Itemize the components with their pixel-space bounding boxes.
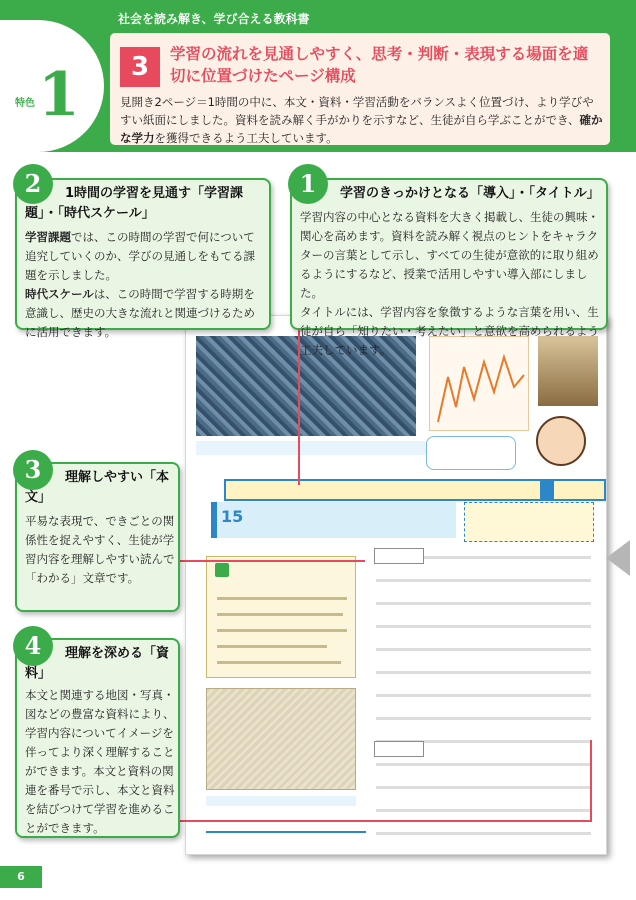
- callout-number: 3: [13, 450, 53, 490]
- textbook-lesson-title: [211, 502, 456, 538]
- callout-term: 学習課題: [25, 230, 71, 244]
- callout-title: 理解しやすい「本文」: [25, 470, 170, 505]
- callout-number: 1: [288, 164, 328, 204]
- textbook-speech-bubble: [426, 436, 516, 470]
- intro-body: [120, 93, 604, 147]
- callout-text: 学習内容の中心となる資料を大きく掲載し、生徒の興味・関心を高めます。資料を読み解く視点のヒントをキャラクターの言葉として示し、すべての生徒が意欲的に取り組めるようにするなど、授業で活用しやすい導入部にしました。: [300, 210, 599, 300]
- textbook-sidehead: [374, 741, 424, 757]
- textbook-body-text: [376, 546, 591, 836]
- connector-line: [180, 820, 590, 822]
- callout-text: は、この時間で学習する時期を意識し、歴史の大きな流れと関連づけるために活用できます。: [25, 287, 255, 339]
- intro-body-bold: 確かな学力: [120, 113, 603, 145]
- callout-number: 4: [13, 626, 53, 666]
- textbook-farmer-sketch: [206, 688, 356, 790]
- point-number: 3: [120, 47, 160, 87]
- feature-badge: [0, 20, 104, 152]
- callout-text: タイトルには、学習内容を象徴するような言葉を用い、生徒が自ら「知りたい・考えたい」と意欲を高められるよう工夫しています。: [300, 305, 599, 357]
- textbook-footer: [206, 831, 366, 843]
- connector-line: [590, 740, 592, 822]
- page-turn-arrow-icon: [606, 540, 630, 576]
- callout-introduction: [290, 169, 608, 357]
- textbook-learning-task: [464, 502, 594, 542]
- callout-body-text: [15, 455, 180, 612]
- feature-number: 1: [38, 60, 80, 130]
- page-header: [0, 0, 636, 152]
- callout-resources: [15, 631, 180, 838]
- callout-number: 2: [13, 164, 53, 204]
- textbook-time-scale: [224, 479, 606, 501]
- callout-text: では、この時間の学習で何について追究していくのか、学びの見通しをもてる課題を示しました。: [25, 230, 255, 282]
- callout-body: 本文と関連する地図・写真・図などの豊富な資料により、学習内容についてイメージを伴ってより深く理解することができます。本文と資料の関連を番号で示し、本文と資料を結びつけて学習を進めることができます。: [25, 688, 175, 835]
- document-line: [217, 645, 327, 648]
- feature-label: 特色: [15, 98, 35, 109]
- textbook-sidehead: [374, 548, 424, 564]
- callout-term: 時代スケール: [25, 287, 94, 301]
- callout-title: 学習のきっかけとなる「導入」・「タイトル」: [340, 186, 600, 201]
- textbook-character: [536, 416, 586, 466]
- callout-body: 平易な表現で、できごとの関係性を捉えやすく、生徒が学習内容を理解しやすい読んで「わかる」文章です。: [25, 514, 175, 585]
- callout-title: 理解を深める「資料」: [25, 646, 170, 681]
- textbook-page-image: [185, 315, 607, 855]
- textbook-sketch-caption: [206, 796, 356, 806]
- lesson-number: 15: [221, 507, 244, 526]
- connector-line: [180, 560, 365, 562]
- header-subtitle: 社会を読み解き、学び合える教科書: [118, 12, 310, 26]
- callout-title: 1時間の学習を見通す「学習課題」・「時代スケール」: [25, 186, 244, 221]
- intro-box: [110, 33, 610, 145]
- document-line: [217, 661, 341, 664]
- intro-title: 学習の流れを見通しやすく、思考・判断・表現する場面を適切に位置づけたページ構成: [170, 45, 589, 85]
- page-number: 6: [0, 866, 42, 888]
- document-line: [217, 597, 347, 600]
- textbook-document-box: [206, 556, 356, 678]
- document-line: [217, 613, 343, 616]
- callout-body: [300, 208, 602, 360]
- textbook-caption: [196, 441, 431, 455]
- intro-body-end: を獲得できるよう工夫しています。: [154, 131, 338, 145]
- intro-body-text: 見開き2ページ＝1時間の中に、本文・資料・学習活動をバランスよく位置づけ、より学びやすい紙面にしました。資料を読み解く手がかりを示すなど、生徒が自ら学ぶことができ、: [120, 95, 594, 127]
- callout-body: [25, 228, 265, 342]
- time-scale-marker: [540, 479, 554, 501]
- callout-learning-task: [15, 169, 271, 339]
- document-line: [217, 629, 347, 632]
- document-icon: [215, 563, 229, 577]
